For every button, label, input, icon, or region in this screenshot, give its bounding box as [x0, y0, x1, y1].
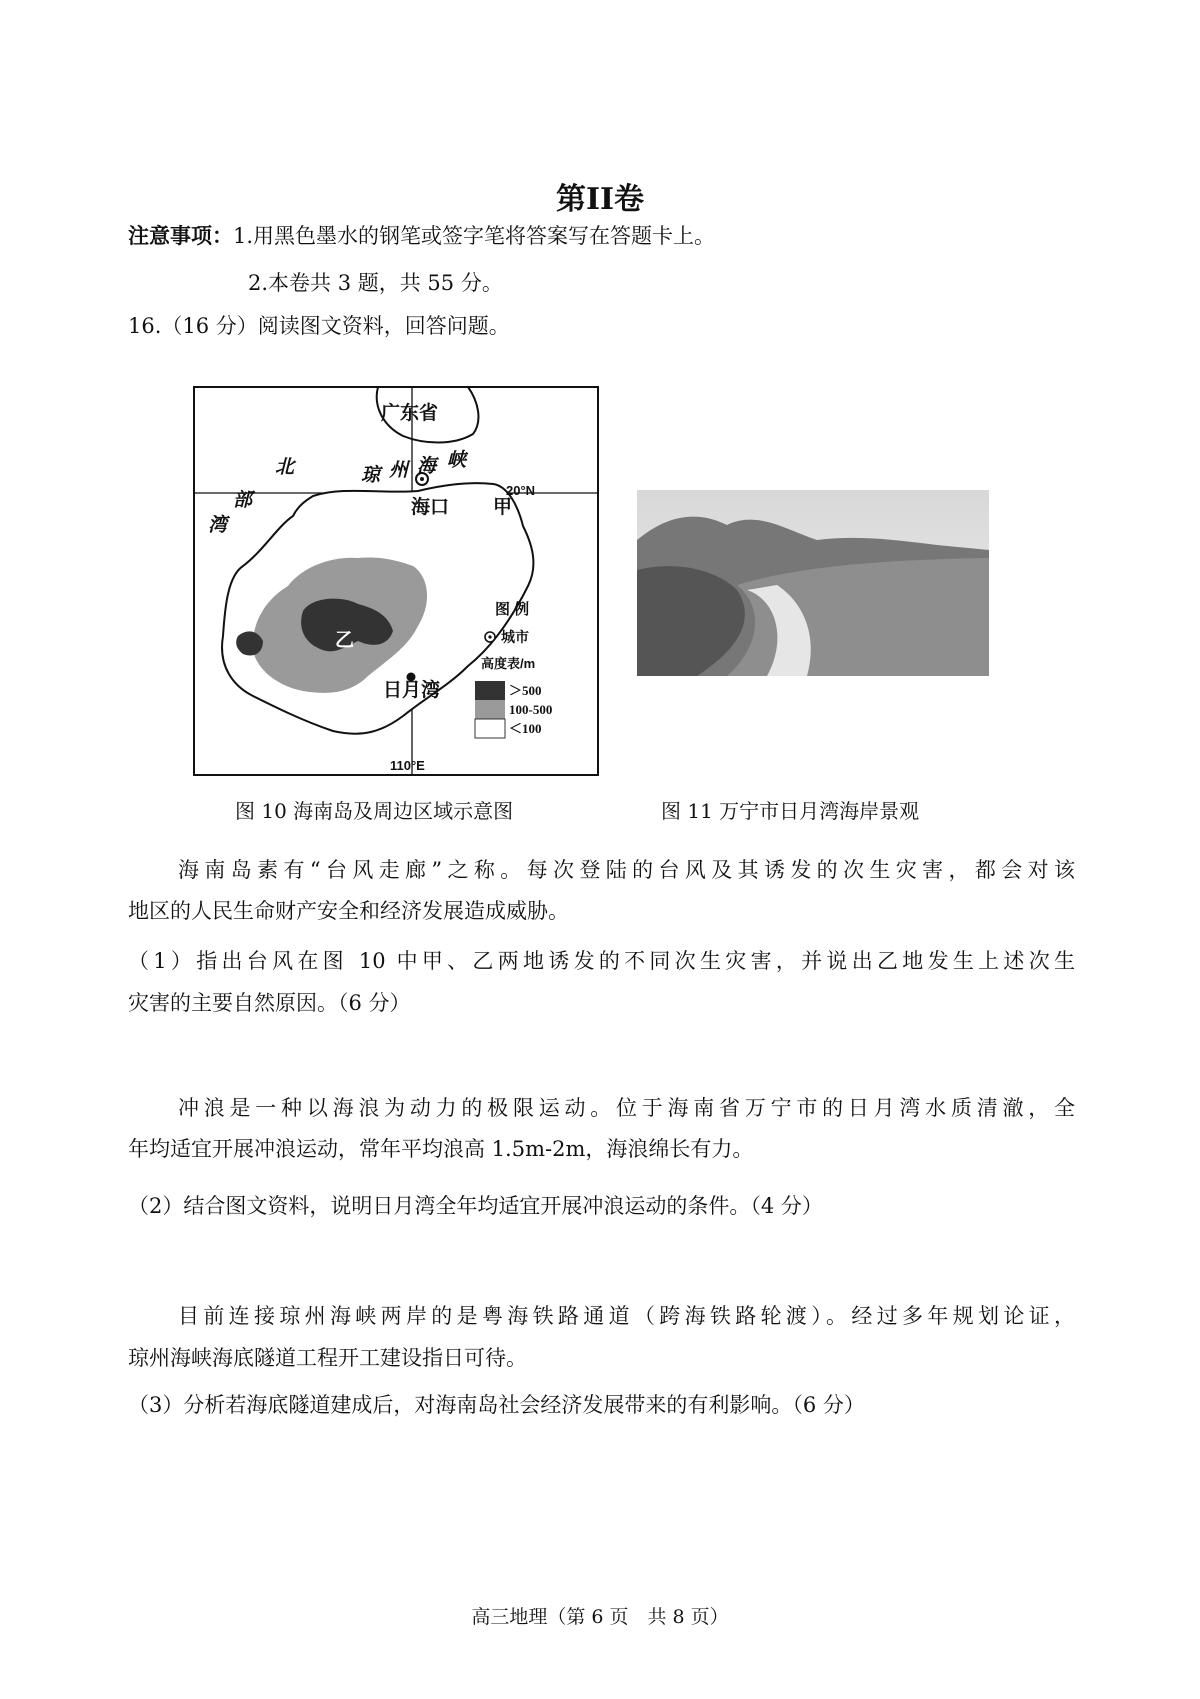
legend-swatch-low: [475, 719, 505, 738]
legend-swatch-mid: [475, 700, 505, 719]
legend-swatch-high: [475, 681, 505, 700]
label-bei: 北: [275, 457, 295, 478]
label-yi: 乙: [335, 630, 355, 651]
label-wan: 湾: [208, 515, 228, 536]
question-1-line-2: 灾害的主要自然原因。（6 分）: [128, 991, 411, 1015]
page-footer: 高三地理（第 6 页 共 8 页）: [471, 1606, 729, 1628]
legend-level-low: ＜100: [509, 721, 542, 736]
legend-elev-title: 高度表/m: [481, 656, 536, 671]
legend-city: 城市: [501, 629, 529, 645]
question-header: 16.（16 分）阅读图文资料，回答问题。: [128, 314, 510, 338]
notice-label: 注意事项：: [128, 224, 233, 248]
paragraph-1-line-2: 地区的人民生命财产安全和经济发展造成威胁。: [128, 899, 569, 923]
notice-item-1: 1.用黑色墨水的钢笔或签字笔将答案写在答题卡上。: [233, 224, 716, 248]
label-lon: 110°E: [390, 758, 425, 773]
paragraph-1-line-1: 海南岛素有“台风走廊”之称。每次登陆的台风及其诱发的次生灾害，都会对该: [178, 858, 1075, 882]
question-3: （3）分析若海底隧道建成后，对海南岛社会经济发展带来的有利影响。（6 分）: [128, 1393, 865, 1417]
notice-item-2: 2.本卷共 3 题，共 55 分。: [248, 271, 503, 295]
label-bu: 部: [233, 490, 253, 511]
legend-level-mid: 100-500: [509, 702, 553, 717]
label-strait-4: 峡: [447, 450, 467, 471]
label-strait-3: 海: [417, 456, 437, 477]
riyuewan-coast-photo: [637, 490, 989, 676]
question-2: （2）结合图文资料，说明日月湾全年均适宜开展冲浪运动的条件。（4 分）: [128, 1194, 823, 1218]
legend-title: 图 例: [495, 601, 530, 618]
label-strait-1: 琼: [361, 465, 381, 486]
figure-10-caption: 图 10 海南岛及周边区域示意图: [235, 799, 514, 823]
question-1-line-1: （1）指出台风在图 10 中甲、乙两地诱发的不同次生灾害，并说出乙地发生上述次生: [128, 949, 1075, 973]
legend-level-high: ＞500: [509, 683, 542, 698]
figure-11-caption: 图 11 万宁市日月湾海岸景观: [661, 799, 920, 823]
label-lat: 20°N: [506, 483, 536, 498]
label-riyuewan: 日月湾: [383, 680, 441, 701]
paragraph-2-line-2: 年均适宜开展冲浪运动，常年平均浪高 1.5m-2m，海浪绵长有力。: [128, 1137, 754, 1161]
label-guangdong: 广东省: [381, 403, 439, 424]
label-strait-2: 州: [389, 460, 409, 481]
notice-line-1: [128, 226, 715, 247]
label-haikou: 海口: [411, 497, 450, 518]
section-title: 第II卷: [555, 182, 645, 217]
label-jia: 甲: [493, 497, 513, 518]
paragraph-3-line-2: 琼州海峡海底隧道工程开工建设指日可待。: [128, 1346, 527, 1370]
paragraph-3-line-1: 目前连接琼州海峡两岸的是粤海铁路通道（跨海铁路轮渡）。经过多年规划论证，: [178, 1304, 1075, 1328]
hainan-map: [193, 386, 599, 776]
paragraph-2-line-1: 冲浪是一种以海浪为动力的极限运动。位于海南省万宁市的日月湾水质清澈，全: [178, 1096, 1075, 1120]
